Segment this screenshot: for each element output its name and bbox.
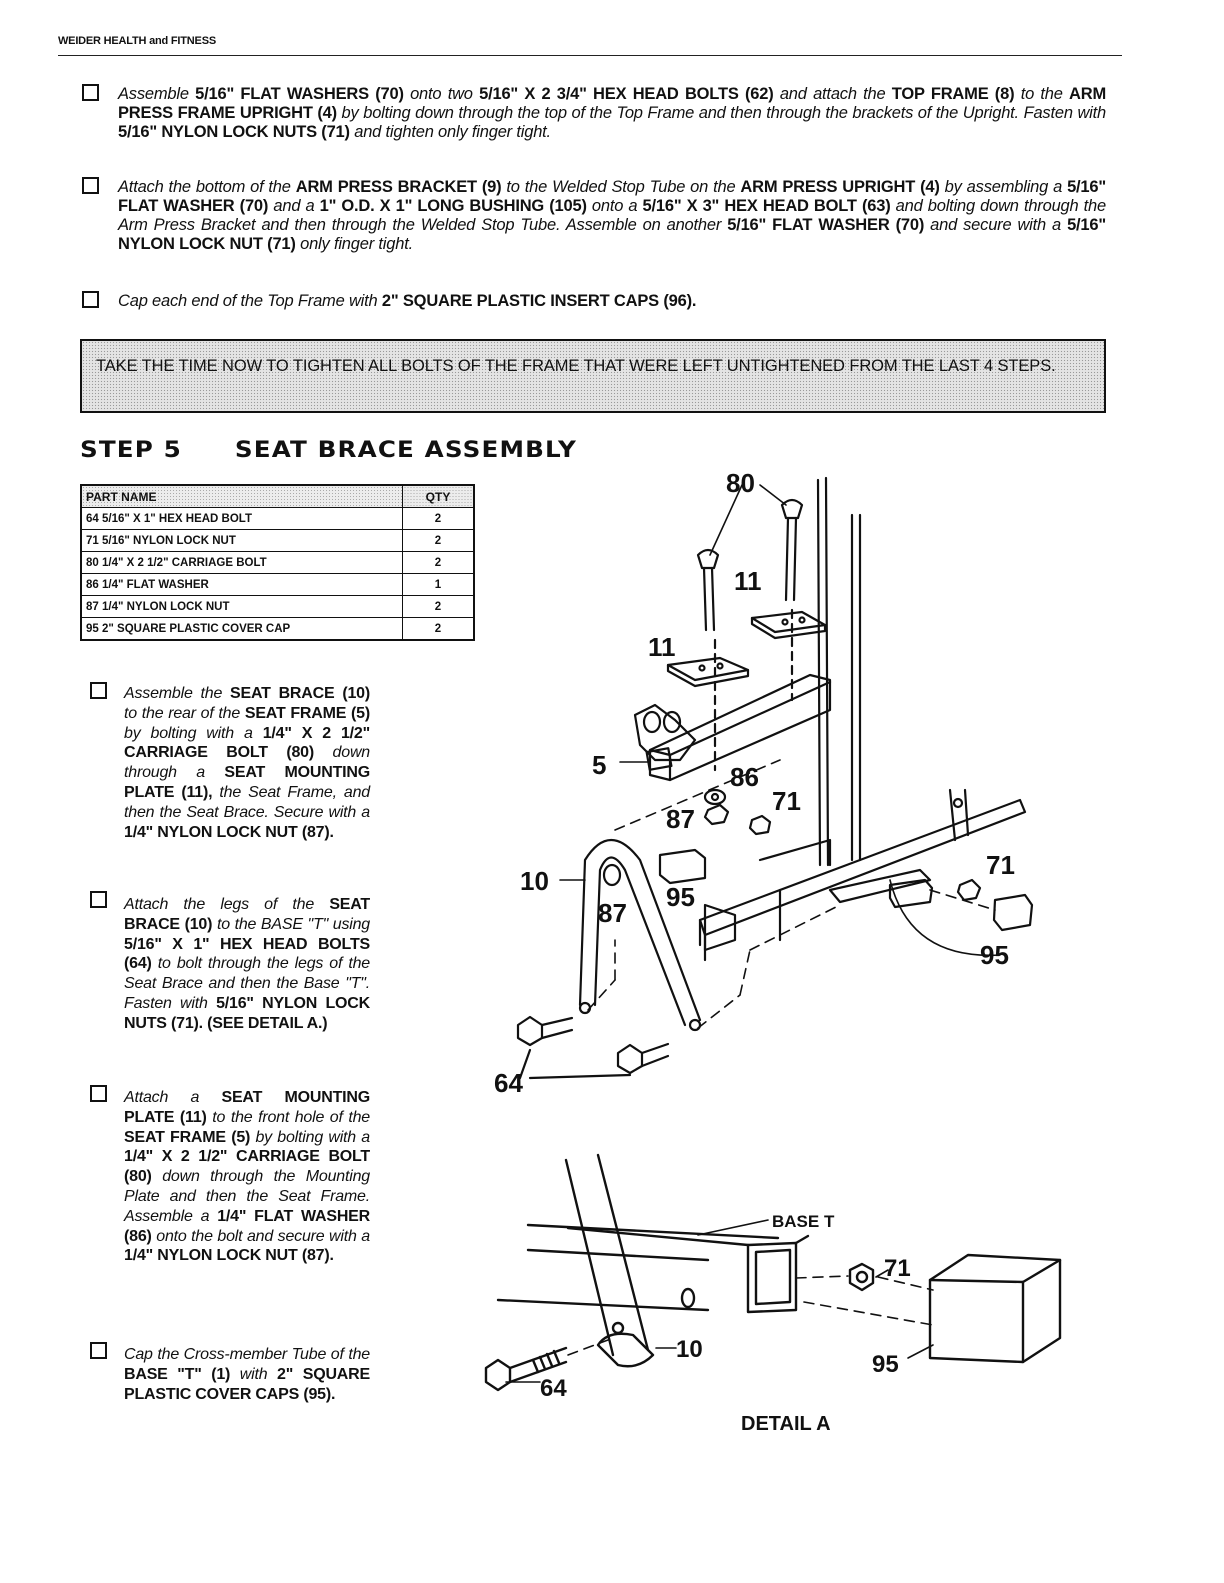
part-reference: SEAT BRACE (10) (230, 685, 370, 702)
part-name: 71 5/16" NYLON LOCK NUT (81, 530, 403, 552)
instruction-top-1 (118, 85, 1106, 142)
part-reference: 5/16" FLAT WASHER (70) (727, 216, 925, 234)
part-name: 80 1/4" X 2 1/2" CARRIAGE BOLT (81, 552, 403, 574)
table-row (81, 530, 474, 552)
part-qty: 2 (403, 508, 475, 530)
tighten-note-box (80, 339, 1106, 413)
instruction-text: by bolting with a (124, 724, 263, 742)
page-header: WEIDER HEALTH and FITNESS (58, 35, 216, 47)
instruction-text: Attach the bottom of the (118, 178, 296, 196)
part-reference: 1/4" NYLON LOCK NUT (87). (124, 1247, 334, 1265)
instruction-text: to the BASE "T" using (212, 915, 370, 933)
instruction-side-1 (124, 684, 370, 842)
part-reference: SEAT FRAME (5) (124, 1128, 251, 1146)
label-64: 64 (494, 1068, 523, 1098)
part-reference: ARM PRESS UPRIGHT (4) (740, 178, 940, 196)
parts-table-header (81, 485, 474, 508)
part-reference: 1/4" X 2 1/2" CARRIAGE BOLT (80) (124, 724, 370, 762)
label-95-right: 95 (980, 940, 1009, 970)
label-detail-95: 95 (872, 1351, 899, 1378)
part-name: 87 1/4" NYLON LOCK NUT (81, 596, 403, 618)
instruction-text: by assembling a (939, 178, 1068, 196)
part-reference: SEAT MOUNTING PLATE (11) (124, 1089, 370, 1126)
part-name: 64 5/16" X 1" HEX HEAD BOLT (81, 508, 403, 530)
part-reference: 2" SQUARE PLASTIC COVER CAPS (95). (124, 1365, 370, 1403)
header-rule (58, 55, 1122, 56)
part-reference: 5/16" X 3" HEX HEAD BOLT (63) (642, 197, 891, 215)
instruction-text: and a (268, 197, 320, 215)
instruction-text: and tighten only finger tight. (349, 123, 551, 141)
part-reference: 1/4" X 2 1/2" CARRIAGE BOLT (80) (124, 1148, 370, 1186)
part-reference: 1" O.D. X 1" LONG BUSHING (105) (319, 197, 587, 215)
instruction-text: to the front hole of the (206, 1108, 370, 1126)
instruction-side-4 (124, 1345, 370, 1404)
instruction-text: to the Welded Stop Tube on the (501, 178, 741, 196)
seat-mounting-plate-drawing (668, 612, 825, 686)
instruction-text: Cap each end of the Top Frame with (118, 292, 382, 310)
instruction-side-2 (124, 895, 370, 1034)
label-detail-71: 71 (884, 1255, 911, 1282)
part-qty: 1 (403, 574, 475, 596)
seat-brace-drawing (580, 840, 700, 1030)
instruction-text: by bolting with a (250, 1128, 370, 1146)
label-10: 10 (520, 866, 549, 896)
instruction-text: Cap the Cross-member Tube of the (124, 1346, 370, 1363)
arm-press-upright-drawing (818, 478, 860, 865)
label-71-upper: 71 (772, 786, 801, 816)
part-reference: 1/4" NYLON LOCK NUT (87). (124, 823, 334, 841)
seat-brace-leg-drawing (566, 1155, 653, 1366)
tighten-note-text: TAKE THE TIME NOW TO TIGHTEN ALL BOLTS OF THE FRAME THAT WERE LEFT UNTIGHTENED FROM THE LAST 4 STEPS. (96, 357, 1056, 375)
instruction-text: onto two (403, 85, 480, 103)
instruction-text: down through a (124, 744, 370, 782)
cover-cap-drawing (660, 850, 1032, 930)
table-row (81, 508, 474, 530)
instruction-text: and secure with a (924, 216, 1068, 234)
detail-lock-nut-drawing (850, 1264, 873, 1290)
instruction-text: Attach a (124, 1089, 222, 1106)
label-87-upper: 87 (666, 804, 695, 834)
label-71-right: 71 (986, 850, 1015, 880)
part-reference: BASE "T" (1) (124, 1365, 231, 1383)
part-qty: 2 (403, 552, 475, 574)
part-reference: 5/16" X 1" HEX HEAD BOLTS (64) (124, 935, 370, 973)
label-86: 86 (730, 762, 759, 792)
instruction-text: Assemble (118, 85, 196, 103)
part-name: 86 1/4" FLAT WASHER (81, 574, 403, 596)
part-reference: SEAT MOUNTING PLATE (11), (124, 764, 370, 801)
parts-header-name: PART NAME (81, 485, 403, 508)
label-detail-64: 64 (540, 1375, 567, 1402)
table-row (81, 552, 474, 574)
detail-cover-cap-drawing (930, 1255, 1060, 1362)
table-row (81, 596, 474, 618)
detail-a-caption: DETAIL A (741, 1413, 831, 1435)
part-reference: ARM PRESS BRACKET (9) (295, 178, 502, 196)
instruction-text: to the (1014, 85, 1070, 103)
seat-brace-assembly-diagram (480, 460, 1080, 1110)
instruction-text: with (230, 1365, 278, 1383)
checkbox-side-4[interactable] (90, 1342, 107, 1359)
part-reference: ARM PRESS FRAME UPRIGHT (4) (118, 85, 1107, 122)
instruction-text: onto the bolt and secure with a (151, 1227, 370, 1245)
label-5: 5 (592, 750, 607, 780)
label-11-lower: 11 (648, 632, 676, 662)
instruction-text: the Seat Frame, and then the Seat Brace. Secure with a (124, 783, 370, 821)
base-t-drawing (700, 790, 1025, 960)
step-number: STEP 5 (80, 438, 182, 463)
label-95-left: 95 (666, 882, 695, 912)
part-qty: 2 (403, 618, 475, 641)
step-name: SEAT BRACE ASSEMBLY (234, 438, 577, 463)
part-qty: 2 (403, 530, 475, 552)
instruction-side-3 (124, 1088, 370, 1266)
table-row (81, 574, 474, 596)
instruction-top-3 (118, 292, 1106, 311)
detail-leaders (506, 1220, 933, 1382)
instruction-text: onto a (586, 197, 643, 215)
part-reference: SEAT FRAME (5) (244, 704, 370, 722)
part-qty: 2 (403, 596, 475, 618)
part-reference: 1/4" FLAT WASHER (86) (124, 1207, 370, 1245)
part-reference: 2" SQUARE PLASTIC INSERT CAPS (96). (381, 292, 697, 310)
part-reference: 5/16" FLAT WASHERS (70) (195, 85, 404, 103)
part-reference: 5/16" NYLON LOCK NUTS (71). (SEE DETAIL A.) (124, 994, 371, 1032)
parts-header-qty: QTY (403, 485, 475, 508)
label-11-upper: 11 (734, 566, 762, 596)
table-row (81, 618, 474, 641)
label-detail-10: 10 (676, 1336, 703, 1363)
parts-table (80, 484, 475, 641)
instruction-top-2 (118, 178, 1106, 254)
detail-a-diagram (478, 1150, 1078, 1440)
part-reference: 5/16" X 2 3/4" HEX HEAD BOLTS (62) (479, 85, 774, 103)
checkbox-top-3[interactable] (82, 291, 99, 308)
instruction-text: Attach the legs of the (124, 896, 330, 913)
instruction-text: and attach the (773, 85, 892, 103)
checkbox-top-1[interactable] (82, 84, 99, 101)
part-name: 95 2" SQUARE PLASTIC COVER CAP (81, 618, 403, 641)
checkbox-side-3[interactable] (90, 1085, 107, 1102)
part-reference: 5/16" FLAT WASHER (70) (118, 178, 1106, 215)
instruction-text: to bolt through the legs of the Seat Brace and then the Base "T". Fasten with (124, 955, 370, 1012)
instruction-text: only finger tight. (295, 235, 413, 253)
hex-bolt-drawing (518, 1017, 668, 1078)
part-reference: 5/16" NYLON LOCK NUTS (71) (118, 123, 350, 141)
instruction-text: by bolting down through the top of the Top Frame and then through the brackets of the Upright. Fasten with (336, 104, 1106, 122)
label-80: 80 (726, 468, 755, 498)
checkbox-side-1[interactable] (90, 682, 107, 699)
detail-assembly-lines (568, 1276, 933, 1355)
instruction-text: Assemble the (124, 685, 231, 702)
label-87-lower: 87 (598, 898, 627, 928)
label-base-t: BASE T (772, 1212, 835, 1231)
instruction-text: down through the Mounting Plate and then the Seat Frame. Assemble a (124, 1168, 370, 1225)
instruction-text: to the rear of the (124, 704, 245, 722)
part-reference: SEAT BRACE (10) (124, 896, 370, 933)
part-reference: TOP FRAME (8) (891, 85, 1015, 103)
base-t-tube-drawing (498, 1225, 808, 1312)
checkbox-side-2[interactable] (90, 891, 107, 908)
part-reference: 5/16" NYLON LOCK NUT (71) (118, 216, 1106, 253)
checkbox-top-2[interactable] (82, 177, 99, 194)
instruction-text: and bolting down through the Arm Press Bracket and then through the Welded Stop Tube. Assemble on another (118, 197, 1106, 234)
